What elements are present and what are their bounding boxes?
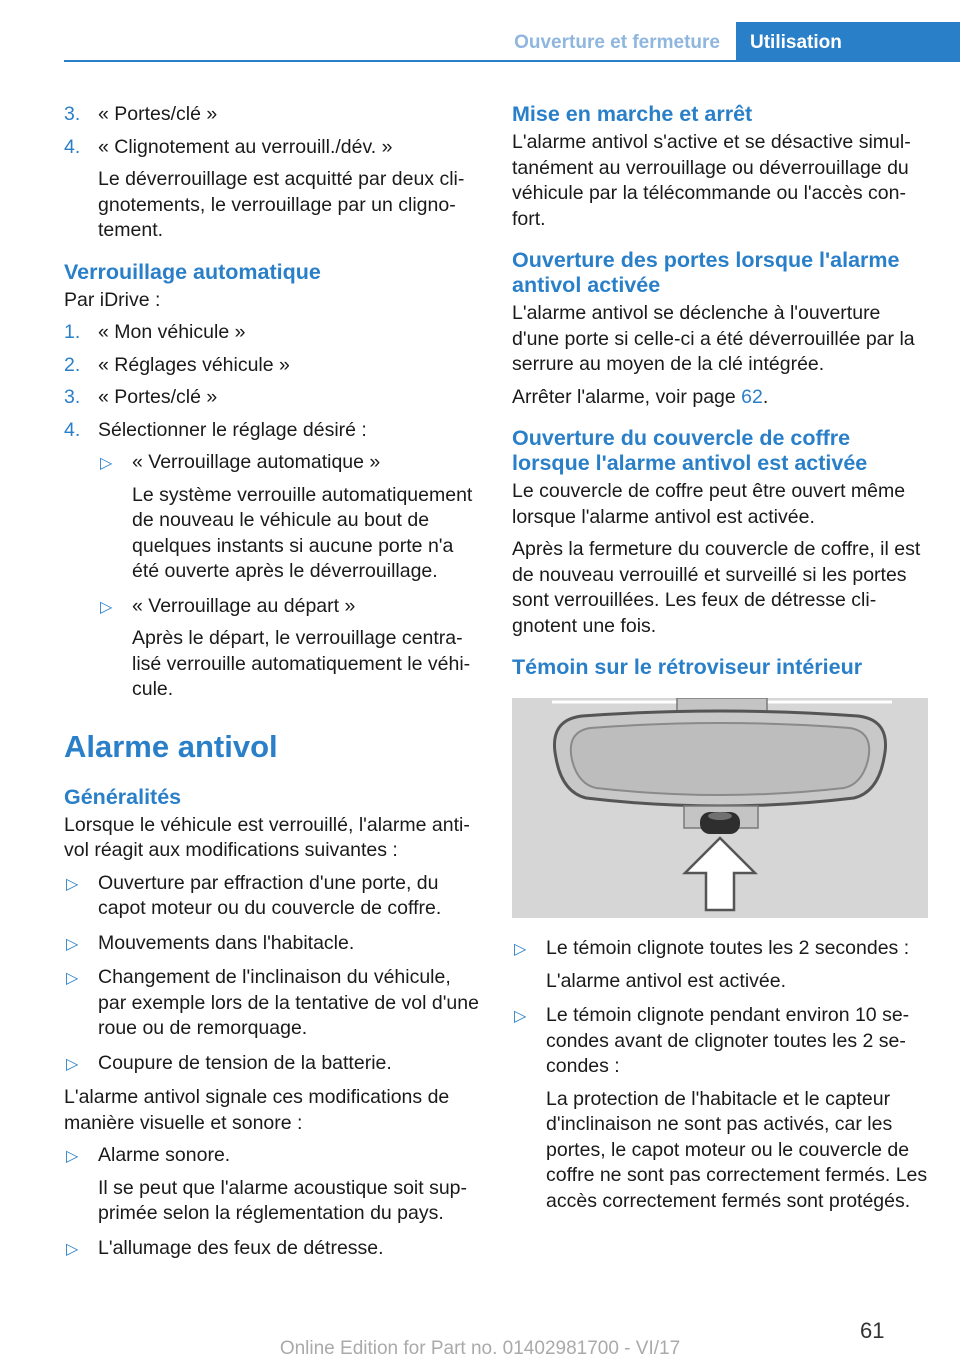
auto-lock-intro: Par iDrive : bbox=[64, 288, 161, 311]
bullet-item bbox=[64, 871, 480, 922]
signal-text: L'alarme antivol signale ces modifications de manière visuelle et sonore : bbox=[64, 1086, 450, 1134]
auto-lock-heading: Verrouillage automatique bbox=[64, 259, 321, 284]
list-number: 3. bbox=[64, 103, 81, 125]
list-item bbox=[64, 353, 480, 379]
bullet-item bbox=[64, 965, 480, 1042]
list-text: « Portes/clé » bbox=[98, 103, 218, 125]
triangle-bullet-icon: ▷ bbox=[66, 970, 79, 987]
doors-heading: Ouverture des portes lorsque l'alarme antivol activée bbox=[512, 248, 900, 297]
list-item bbox=[64, 418, 480, 444]
triangle-bullet-icon: ▷ bbox=[100, 455, 113, 472]
option-label: « Verrouillage au départ » bbox=[132, 594, 356, 617]
triangle-bullet-icon: ▷ bbox=[66, 875, 79, 893]
list-text: « Clignotement au verrouill./dév. » bbox=[98, 135, 393, 158]
list-number: 2. bbox=[64, 353, 81, 376]
bullet-subtext: L'alarme antivol est activée. bbox=[546, 969, 787, 992]
bullet-item bbox=[64, 931, 480, 957]
option-label: « Verrouillage automatique » bbox=[132, 451, 381, 473]
rearview-mirror-icon bbox=[512, 698, 928, 918]
edition-footer: Online Edition for Part no. 01402981700 - VI/17 bbox=[279, 1338, 681, 1359]
bullet-text: Le témoin clignote toutes les 2 secondes : bbox=[546, 937, 910, 959]
list-text: Sélectionner le réglage désiré : bbox=[98, 418, 367, 441]
triangle-bullet-icon: ▷ bbox=[66, 1055, 79, 1073]
list-text: « Portes/clé » bbox=[98, 386, 218, 408]
list-item bbox=[64, 135, 480, 244]
onoff-text: L'alarme antivol s'active et se désactive simultanément au verrouillage ou déverrouillage du véhicule par la télécommande ou l'accès confort. bbox=[512, 131, 911, 230]
bullet-item bbox=[98, 594, 480, 703]
general-text: Lorsque le véhicule est verrouillé, l'alarme antivol réagit aux modifications suivantes : bbox=[64, 813, 470, 861]
list-item bbox=[64, 102, 480, 128]
list-number: 1. bbox=[64, 321, 81, 343]
bullet-item bbox=[512, 936, 928, 994]
bullet-text: Le témoin clignote pendant environ 10 secondes avant de clignoter toutes les 2 secondes : bbox=[546, 1004, 910, 1077]
mirror-heading: Témoin sur le rétroviseur intérieur bbox=[512, 655, 863, 679]
bullet-subtext: La protection de l'habitacle et le capteur d'inclinaison ne sont pas activés, car les portes, le capot moteur ou le couvercle de coffre ne sont pas correctement fermés. Les accès correctement fermés sont protégés. bbox=[546, 1087, 928, 1212]
triangle-bullet-icon: ▷ bbox=[100, 598, 113, 616]
right-column bbox=[512, 102, 928, 1223]
onoff-heading: Mise en marche et arrêt bbox=[512, 102, 753, 126]
alarm-heading: Alarme antivol bbox=[64, 728, 278, 764]
triangle-bullet-icon: ▷ bbox=[66, 1148, 79, 1165]
bullet-text: Mouvements dans l'habitacle. bbox=[98, 931, 355, 954]
bullet-subtext: Il se peut que l'alarme acoustique soit supprimée selon la réglementation du pays. bbox=[98, 1176, 468, 1224]
bullet-text: Coupure de tension de la batterie. bbox=[98, 1051, 392, 1074]
triangle-bullet-icon: ▷ bbox=[66, 1240, 79, 1258]
bullet-item bbox=[512, 1003, 928, 1214]
bullet-item bbox=[98, 450, 480, 585]
left-column bbox=[64, 102, 480, 1270]
list-text: « Mon véhicule » bbox=[98, 321, 246, 343]
page-link[interactable]: 62 bbox=[741, 385, 763, 408]
triangle-bullet-icon: ▷ bbox=[514, 1008, 527, 1025]
bullet-item bbox=[64, 1143, 480, 1227]
list-subtext: Le déverrouillage est acquitté par deux clignotements, le verrouillage par un clignotement. bbox=[98, 168, 465, 241]
option-description: Le système verrouille automatiquement de nouveau le véhicule au bout de quelques instants si aucune porte n'a été ouverte après le déverrouillage. bbox=[132, 483, 473, 582]
sub-options-list bbox=[98, 450, 480, 703]
trunk-text-2: Après la fermeture du couvercle de coffre, il est de nouveau verrouillé et surveillé si les portes sont verrouillées. Les feux de détresse clignotent une fois. bbox=[512, 538, 921, 637]
trunk-text-1: Le couvercle de coffre peut être ouvert même lorsque l'alarme antivol est activée. bbox=[512, 480, 906, 528]
list-text: « Réglages véhicule » bbox=[98, 353, 290, 376]
stop-alarm-text bbox=[512, 385, 928, 411]
bullet-text: L'allumage des feux de détresse. bbox=[98, 1236, 384, 1259]
list-item bbox=[64, 385, 480, 411]
page-header bbox=[64, 22, 960, 62]
bullet-text: Ouverture par effraction d'une porte, du capot moteur ou du couvercle de coffre. bbox=[98, 871, 442, 919]
bullet-item bbox=[64, 1236, 480, 1262]
option-description: Après le départ, le verrouillage centralisé verrouille automatiquement le véhicule. bbox=[132, 627, 471, 700]
bullet-item bbox=[64, 1051, 480, 1077]
list-item bbox=[64, 320, 480, 346]
chapter-tab: Utilisation bbox=[736, 22, 960, 62]
rearview-mirror-illustration bbox=[512, 698, 928, 918]
section-title: Ouverture et fermeture bbox=[514, 32, 720, 53]
doors-text: L'alarme antivol se déclenche à l'ouverture d'une porte si celle-ci a été déverrouillée par la serrure au moyen de la clé intégrée. bbox=[512, 302, 915, 375]
stop-alarm-label: Arrêter l'alarme, voir page bbox=[512, 385, 742, 408]
list-number: 3. bbox=[64, 386, 81, 408]
stop-alarm-end: . bbox=[762, 385, 769, 408]
triangle-bullet-icon: ▷ bbox=[514, 941, 527, 958]
list-number: 4. bbox=[64, 418, 81, 441]
list-number: 4. bbox=[64, 135, 81, 158]
trunk-heading: Ouverture du couvercle de coffre lorsque l'alarme antivol est activée bbox=[512, 426, 868, 475]
triangle-bullet-icon: ▷ bbox=[66, 935, 79, 953]
general-heading: Généralités bbox=[64, 784, 182, 809]
page-number: 61 bbox=[860, 1318, 885, 1343]
bullet-text: Alarme sonore. bbox=[98, 1144, 231, 1166]
bullet-text: Changement de l'inclinaison du véhicule, par exemple lors de la tentative de vol d'une roue ou de remorquage. bbox=[98, 966, 479, 1039]
